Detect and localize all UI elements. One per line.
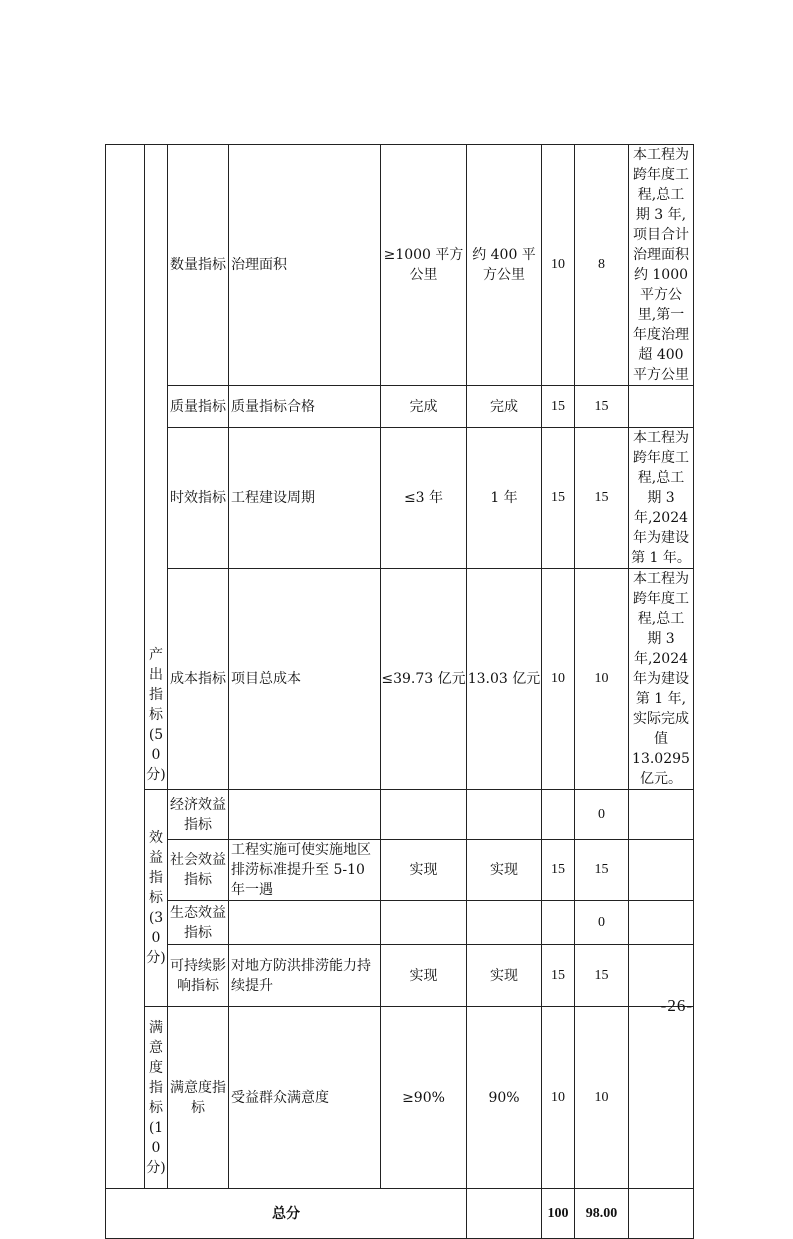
score-value: 15 bbox=[575, 386, 629, 428]
actual-value: 1 年 bbox=[467, 428, 542, 569]
total-score: 98.00 bbox=[575, 1189, 629, 1239]
target-value: 实现 bbox=[381, 840, 467, 901]
score-value: 15 bbox=[575, 945, 629, 1007]
table-row bbox=[106, 790, 694, 840]
secondary-indicator: 社会效益指标 bbox=[168, 840, 229, 901]
actual-value: 实现 bbox=[467, 840, 542, 901]
table-row bbox=[106, 569, 694, 790]
note bbox=[629, 901, 694, 945]
weight-value: 10 bbox=[542, 1007, 575, 1189]
actual-value: 实现 bbox=[467, 945, 542, 1007]
weight-value: 15 bbox=[542, 428, 575, 569]
secondary-indicator: 质量指标 bbox=[168, 386, 229, 428]
weight-value: 15 bbox=[542, 945, 575, 1007]
score-value: 10 bbox=[575, 1007, 629, 1189]
indicator: 治理面积 bbox=[229, 145, 381, 386]
note: 本工程为跨年度工程,总工期 3 年,2024 年为建设第 1 年。 bbox=[629, 428, 694, 569]
target-value: ≤3 年 bbox=[381, 428, 467, 569]
score-value: 15 bbox=[575, 428, 629, 569]
table-row bbox=[106, 145, 694, 386]
target-value bbox=[381, 790, 467, 840]
first-level-cell bbox=[106, 145, 145, 1189]
total-blank bbox=[467, 1189, 542, 1239]
target-value bbox=[381, 901, 467, 945]
total-note bbox=[629, 1189, 694, 1239]
total-label: 总分 bbox=[106, 1189, 467, 1239]
score-value: 8 bbox=[575, 145, 629, 386]
indicator: 工程实施可使实施地区排涝标准提升至 5-10 年一遇 bbox=[229, 840, 381, 901]
secondary-indicator: 满意度指标 bbox=[168, 1007, 229, 1189]
indicator: 受益群众满意度 bbox=[229, 1007, 381, 1189]
secondary-indicator: 可持续影响指标 bbox=[168, 945, 229, 1007]
table-row bbox=[106, 386, 694, 428]
total-weight: 100 bbox=[542, 1189, 575, 1239]
score-value: 0 bbox=[575, 790, 629, 840]
table-row bbox=[106, 945, 694, 1007]
indicator: 项目总成本 bbox=[229, 569, 381, 790]
note: 本工程为跨年度工程,总工期 3 年,项目合计治理面积约 1000 平方公里,第一年度治理超 400 平方公里 bbox=[629, 145, 694, 386]
weight-value bbox=[542, 901, 575, 945]
actual-value bbox=[467, 901, 542, 945]
table-row bbox=[106, 1007, 694, 1189]
indicator: 质量指标合格 bbox=[229, 386, 381, 428]
weight-value: 10 bbox=[542, 145, 575, 386]
target-value: 完成 bbox=[381, 386, 467, 428]
target-value: ≥1000 平方公里 bbox=[381, 145, 467, 386]
note bbox=[629, 790, 694, 840]
score-value: 0 bbox=[575, 901, 629, 945]
group-label: 效益指标(30分) bbox=[145, 790, 168, 1007]
weight-value: 15 bbox=[542, 386, 575, 428]
secondary-indicator: 经济效益指标 bbox=[168, 790, 229, 840]
score-value: 10 bbox=[575, 569, 629, 790]
target-value: 实现 bbox=[381, 945, 467, 1007]
target-value: ≥90% bbox=[381, 1007, 467, 1189]
total-row bbox=[106, 1189, 694, 1239]
secondary-indicator: 生态效益指标 bbox=[168, 901, 229, 945]
indicator: 工程建设周期 bbox=[229, 428, 381, 569]
actual-value: 约 400 平方公里 bbox=[467, 145, 542, 386]
indicator bbox=[229, 901, 381, 945]
actual-value: 13.03 亿元 bbox=[467, 569, 542, 790]
score-value: 15 bbox=[575, 840, 629, 901]
secondary-indicator: 时效指标 bbox=[168, 428, 229, 569]
target-value: ≤39.73 亿元 bbox=[381, 569, 467, 790]
performance-table bbox=[105, 144, 694, 1239]
weight-value: 15 bbox=[542, 840, 575, 901]
secondary-indicator: 数量指标 bbox=[168, 145, 229, 386]
actual-value: 90% bbox=[467, 1007, 542, 1189]
secondary-indicator: 成本指标 bbox=[168, 569, 229, 790]
group-label: 产出指标(50分) bbox=[145, 145, 168, 790]
table-row bbox=[106, 901, 694, 945]
table-row bbox=[106, 840, 694, 901]
indicator: 对地方防洪排涝能力持续提升 bbox=[229, 945, 381, 1007]
note bbox=[629, 840, 694, 901]
table-row bbox=[106, 428, 694, 569]
weight-value: 10 bbox=[542, 569, 575, 790]
page-number: -26- bbox=[660, 996, 693, 1015]
weight-value bbox=[542, 790, 575, 840]
actual-value bbox=[467, 790, 542, 840]
note bbox=[629, 1007, 694, 1189]
indicator bbox=[229, 790, 381, 840]
group-label: 满意度指标(10分) bbox=[145, 1007, 168, 1189]
actual-value: 完成 bbox=[467, 386, 542, 428]
note bbox=[629, 386, 694, 428]
note: 本工程为跨年度工程,总工期 3 年,2024 年为建设第 1 年,实际完成值 13.0295 亿元。 bbox=[629, 569, 694, 790]
